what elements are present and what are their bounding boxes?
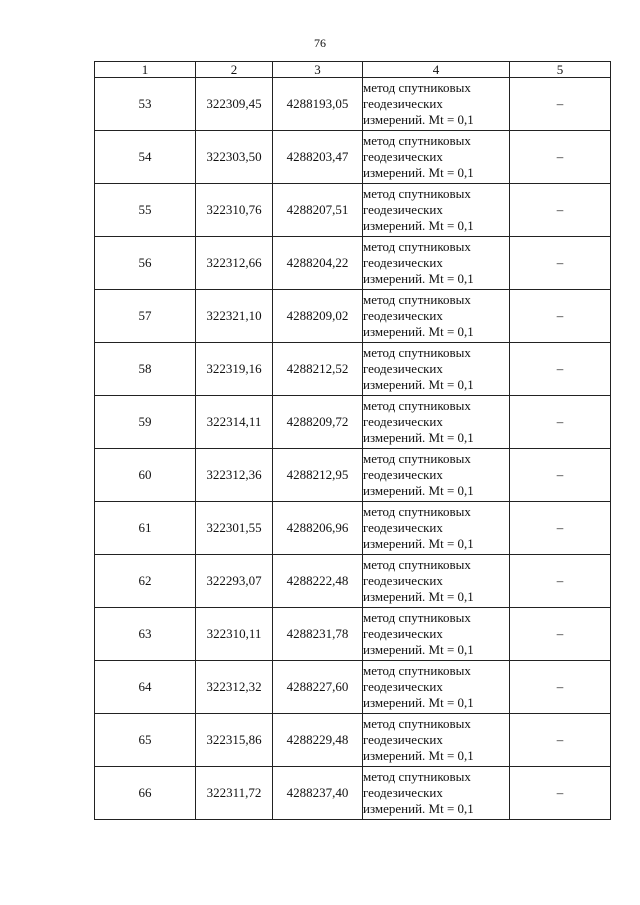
header-col-2: 2 bbox=[196, 62, 273, 78]
point-number: 56 bbox=[95, 237, 196, 290]
table-header bbox=[95, 62, 611, 78]
note-dash: – bbox=[510, 237, 611, 290]
coordinate-x: 322321,10 bbox=[196, 290, 273, 343]
note-dash: – bbox=[510, 78, 611, 131]
coordinate-x: 322312,32 bbox=[196, 661, 273, 714]
coordinate-x: 322312,36 bbox=[196, 449, 273, 502]
table-row bbox=[95, 608, 611, 661]
table-row bbox=[95, 449, 611, 502]
method-line: геодезических bbox=[363, 626, 443, 641]
method-line: метод спутниковых bbox=[363, 345, 471, 360]
point-number: 65 bbox=[95, 714, 196, 767]
method-line: геодезических bbox=[363, 520, 443, 535]
method-line: измерений. Mt = 0,1 bbox=[363, 218, 474, 233]
point-number: 63 bbox=[95, 608, 196, 661]
note-dash: – bbox=[510, 767, 611, 820]
coordinate-y: 4288209,72 bbox=[273, 396, 363, 449]
method-line: измерений. Mt = 0,1 bbox=[363, 589, 474, 604]
method-description bbox=[363, 608, 510, 661]
point-number: 58 bbox=[95, 343, 196, 396]
method-description bbox=[363, 131, 510, 184]
method-line: метод спутниковых bbox=[363, 133, 471, 148]
method-line: геодезических bbox=[363, 732, 443, 747]
coordinate-x: 322311,72 bbox=[196, 767, 273, 820]
method-line: измерений. Mt = 0,1 bbox=[363, 377, 474, 392]
table-row bbox=[95, 237, 611, 290]
table-body bbox=[95, 78, 611, 820]
point-number: 62 bbox=[95, 555, 196, 608]
note-dash: – bbox=[510, 343, 611, 396]
method-line: метод спутниковых bbox=[363, 716, 471, 731]
note-dash: – bbox=[510, 714, 611, 767]
table-row bbox=[95, 396, 611, 449]
header-col-4: 4 bbox=[363, 62, 510, 78]
table-row bbox=[95, 714, 611, 767]
note-dash: – bbox=[510, 502, 611, 555]
method-line: геодезических bbox=[363, 679, 443, 694]
coordinate-x: 322309,45 bbox=[196, 78, 273, 131]
note-dash: – bbox=[510, 184, 611, 237]
note-dash: – bbox=[510, 396, 611, 449]
coordinate-y: 4288227,60 bbox=[273, 661, 363, 714]
method-line: метод спутниковых bbox=[363, 557, 471, 572]
method-line: геодезических bbox=[363, 414, 443, 429]
header-col-1: 1 bbox=[95, 62, 196, 78]
method-line: метод спутниковых bbox=[363, 504, 471, 519]
coordinate-x: 322315,86 bbox=[196, 714, 273, 767]
point-number: 66 bbox=[95, 767, 196, 820]
method-description bbox=[363, 290, 510, 343]
method-line: измерений. Mt = 0,1 bbox=[363, 430, 474, 445]
method-line: геодезических bbox=[363, 785, 443, 800]
method-line: измерений. Mt = 0,1 bbox=[363, 165, 474, 180]
method-description bbox=[363, 184, 510, 237]
method-description bbox=[363, 237, 510, 290]
point-number: 53 bbox=[95, 78, 196, 131]
method-line: измерений. Mt = 0,1 bbox=[363, 801, 474, 816]
coordinate-y: 4288231,78 bbox=[273, 608, 363, 661]
point-number: 60 bbox=[95, 449, 196, 502]
coordinate-y: 4288222,48 bbox=[273, 555, 363, 608]
method-line: метод спутниковых bbox=[363, 663, 471, 678]
note-dash: – bbox=[510, 661, 611, 714]
coordinate-y: 4288203,47 bbox=[273, 131, 363, 184]
point-number: 64 bbox=[95, 661, 196, 714]
coordinate-x: 322303,50 bbox=[196, 131, 273, 184]
table-row bbox=[95, 290, 611, 343]
table-row bbox=[95, 502, 611, 555]
coordinate-y: 4288209,02 bbox=[273, 290, 363, 343]
coordinate-x: 322312,66 bbox=[196, 237, 273, 290]
method-line: измерений. Mt = 0,1 bbox=[363, 271, 474, 286]
method-description bbox=[363, 714, 510, 767]
method-description bbox=[363, 555, 510, 608]
method-description bbox=[363, 343, 510, 396]
method-description bbox=[363, 502, 510, 555]
method-line: измерений. Mt = 0,1 bbox=[363, 112, 474, 127]
method-line: геодезических bbox=[363, 202, 443, 217]
header-col-5: 5 bbox=[510, 62, 611, 78]
coordinate-y: 4288212,52 bbox=[273, 343, 363, 396]
note-dash: – bbox=[510, 608, 611, 661]
note-dash: – bbox=[510, 290, 611, 343]
coordinate-y: 4288237,40 bbox=[273, 767, 363, 820]
method-line: геодезических bbox=[363, 149, 443, 164]
point-number: 55 bbox=[95, 184, 196, 237]
method-description bbox=[363, 661, 510, 714]
note-dash: – bbox=[510, 555, 611, 608]
coordinate-x: 322314,11 bbox=[196, 396, 273, 449]
method-line: геодезических bbox=[363, 361, 443, 376]
method-line: геодезических bbox=[363, 96, 443, 111]
table-row bbox=[95, 661, 611, 714]
coordinate-x: 322293,07 bbox=[196, 555, 273, 608]
method-line: метод спутниковых bbox=[363, 610, 471, 625]
coordinate-x: 322319,16 bbox=[196, 343, 273, 396]
table-row bbox=[95, 78, 611, 131]
method-line: метод спутниковых bbox=[363, 292, 471, 307]
method-line: геодезических bbox=[363, 467, 443, 482]
coordinate-y: 4288206,96 bbox=[273, 502, 363, 555]
table-row bbox=[95, 131, 611, 184]
method-line: метод спутниковых bbox=[363, 186, 471, 201]
method-line: метод спутниковых bbox=[363, 769, 471, 784]
page-number: 76 bbox=[314, 36, 326, 50]
method-line: измерений. Mt = 0,1 bbox=[363, 695, 474, 710]
coordinate-y: 4288193,05 bbox=[273, 78, 363, 131]
coordinates-table bbox=[94, 61, 611, 820]
method-line: геодезических bbox=[363, 573, 443, 588]
point-number: 54 bbox=[95, 131, 196, 184]
point-number: 57 bbox=[95, 290, 196, 343]
method-description bbox=[363, 78, 510, 131]
method-line: метод спутниковых bbox=[363, 451, 471, 466]
table-row bbox=[95, 343, 611, 396]
table-row bbox=[95, 767, 611, 820]
method-line: измерений. Mt = 0,1 bbox=[363, 748, 474, 763]
method-line: метод спутниковых bbox=[363, 239, 471, 254]
method-line: метод спутниковых bbox=[363, 80, 471, 95]
coordinate-y: 4288212,95 bbox=[273, 449, 363, 502]
note-dash: – bbox=[510, 131, 611, 184]
coordinate-x: 322310,76 bbox=[196, 184, 273, 237]
method-line: геодезических bbox=[363, 308, 443, 323]
coordinate-y: 4288204,22 bbox=[273, 237, 363, 290]
method-description bbox=[363, 396, 510, 449]
method-description bbox=[363, 767, 510, 820]
method-line: измерений. Mt = 0,1 bbox=[363, 324, 474, 339]
coordinate-x: 322310,11 bbox=[196, 608, 273, 661]
method-line: измерений. Mt = 0,1 bbox=[363, 642, 474, 657]
method-line: геодезических bbox=[363, 255, 443, 270]
header-row bbox=[95, 62, 611, 78]
coordinate-x: 322301,55 bbox=[196, 502, 273, 555]
point-number: 59 bbox=[95, 396, 196, 449]
coordinate-y: 4288229,48 bbox=[273, 714, 363, 767]
point-number: 61 bbox=[95, 502, 196, 555]
method-description bbox=[363, 449, 510, 502]
table-row bbox=[95, 184, 611, 237]
method-line: измерений. Mt = 0,1 bbox=[363, 483, 474, 498]
method-line: метод спутниковых bbox=[363, 398, 471, 413]
method-line: измерений. Mt = 0,1 bbox=[363, 536, 474, 551]
table-row bbox=[95, 555, 611, 608]
coordinate-y: 4288207,51 bbox=[273, 184, 363, 237]
note-dash: – bbox=[510, 449, 611, 502]
header-col-3: 3 bbox=[273, 62, 363, 78]
